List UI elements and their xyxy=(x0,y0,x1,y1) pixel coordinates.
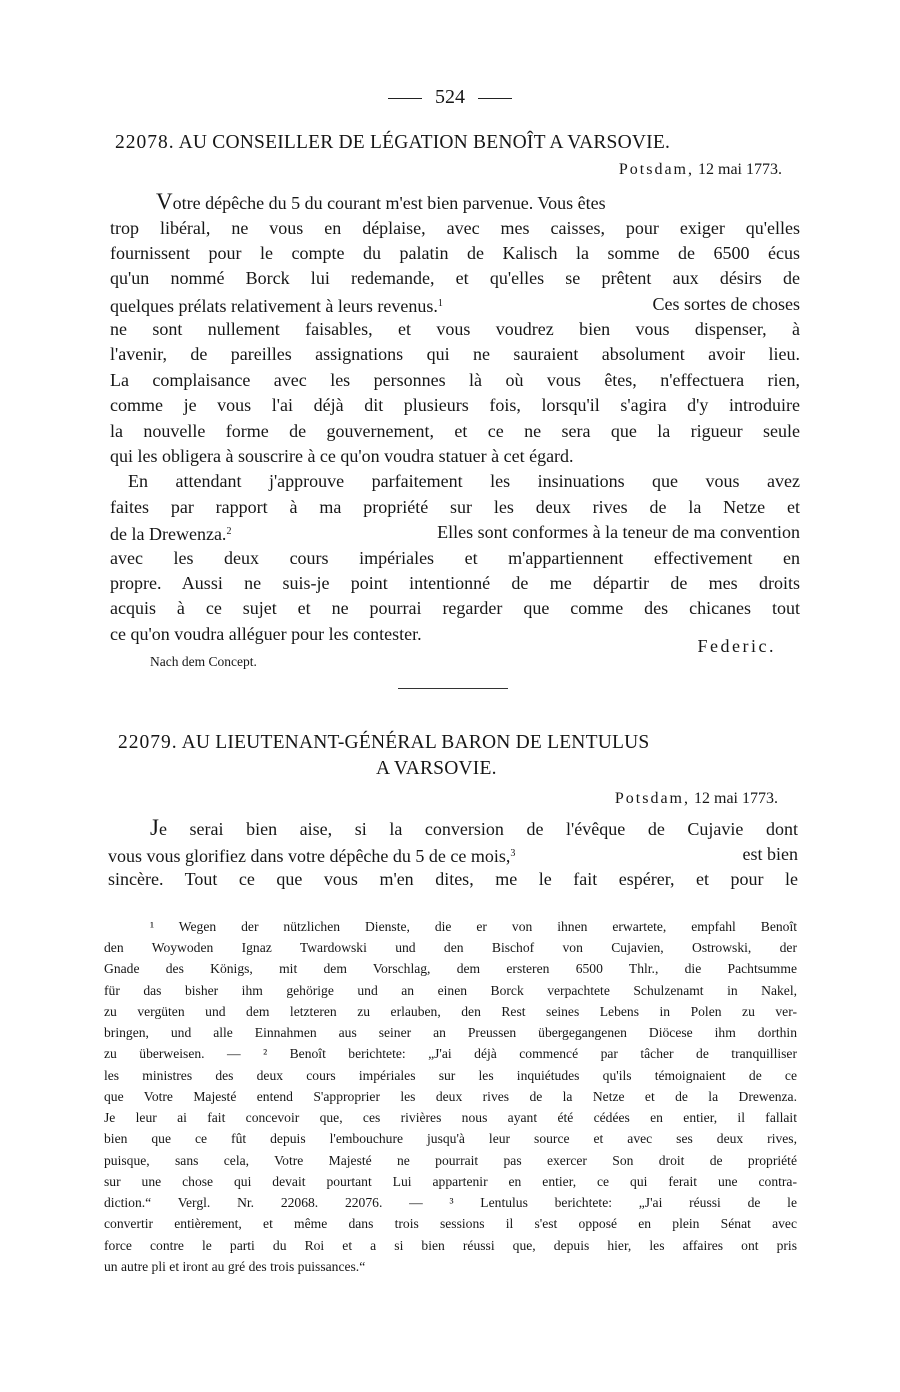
letter2-title-line1: AU LIEUTENANT-GÉNÉRAL BARON DE LENTULUS xyxy=(181,732,650,753)
letter1-line-18: ce qu'on voudra alléguer pour les contester. xyxy=(110,624,422,644)
letter1-line-8: La complaisance avec les personnes là où vous êtes, n'effectuera rien, xyxy=(110,370,800,390)
letter1-line-5-tail: Ces sortes de choses xyxy=(652,294,800,314)
letter1-line-15: avec les deux cours impériales et m'appartiennent effectivement en xyxy=(110,548,800,568)
footnote-line-4: für das bisher ihm gehörige und an einen Borck verpachtete Schulzenamt in Nakel, xyxy=(104,983,797,998)
footnote-line-5: zu vergüten und dem letzteren zu erlauben, den Rest seines Lebens in Polen zu ver- xyxy=(104,1004,797,1019)
letter1-line-16: propre. Aussi ne suis-je point intentionné de me départir de mes droits xyxy=(110,573,800,593)
letter2-dateline-place: Potsdam, xyxy=(614,790,690,807)
letter2-line-3: sincère. Tout ce que vous m'en dites, me le fait espérer, et pour le xyxy=(108,869,798,889)
letter1-line-12: En attendant j'approuve parfaitement les insinuations que vous avez xyxy=(128,471,800,491)
footnote-line-8: les ministres des deux cours impériales sur les inquiétudes qu'ils témoignaient de ce xyxy=(104,1068,797,1083)
letter1-line-13: faites par rapport à ma propriété sur les deux rives de la Netze et xyxy=(110,497,800,517)
footnote-line-13: sur une chose qui devait pourtant Lui appartenir en entier, ce qui ferait une contra- xyxy=(104,1174,797,1189)
footnote-line-12: puisque, sans cela, Votre Majesté ne pourrait pas exercer Son droit de propriété xyxy=(104,1153,797,1168)
letter1-line-7: l'avenir, de pareilles assignations qui ne sauraient absolument avoir lieu. xyxy=(110,344,800,364)
letter2-dropcap: J xyxy=(150,815,159,840)
letter2-title-line2: A VARSOVIE. xyxy=(376,758,497,779)
letter1-line-1: Votre dépêche du 5 du courant m'est bien parvenue. Vous êtes xyxy=(156,189,606,214)
page-number xyxy=(0,86,900,109)
letter1-line-4: qu'un nommé Borck lui redemande, et qu'elles se prêtent aux désirs de xyxy=(110,268,800,288)
letter1-dateline-date: 12 mai 1773. xyxy=(698,161,782,178)
footnote-line-15: convertir entièrement, et même dans trois sessions il s'est opposé en plein Sénat avec xyxy=(104,1216,797,1231)
letter1-heading xyxy=(115,132,670,154)
footnote-line-16: force contre le parti du Roi et a si bien réussi que, depuis hier, les affaires ont pris xyxy=(104,1238,797,1253)
footnote-line-6: bringen, und alle Einnahmen aus seiner an Preussen übergegangenen Diöcese ihm dorthin xyxy=(104,1025,797,1040)
footnote-line-3: Gnade des Königs, mit dem Vorschlag, dem ersteren 6500 Thlr., die Pachtsumme xyxy=(104,961,797,976)
footnote-line-11: bien que ce fût depuis l'embouchure jusqu'à leur source et avec ses deux rives, xyxy=(104,1131,797,1146)
letter1-line-6: ne sont nullement faisables, et vous voudrez bien vous dispenser, à xyxy=(110,319,800,339)
footnote-line-2: den Woywoden Ignaz Twardowski und den Bischof von Cujavien, Ostrowski, der xyxy=(104,940,797,955)
letter2-heading xyxy=(118,732,649,754)
letter1-title: AU CONSEILLER DE LÉGATION BENOÎT A VARSOVIE. xyxy=(178,132,671,153)
letter2-line-1: Je serai bien aise, si la conversion de l'évêque de Cujavie dont xyxy=(150,815,798,840)
page-number-text: 524 xyxy=(435,86,465,108)
letter1-line-14-tail: Elles sont conformes à la teneur de ma convention xyxy=(437,522,800,542)
section-divider xyxy=(398,688,508,689)
letter2-line-2-tail: est bien xyxy=(742,844,798,864)
letter1-line-14: de la Drewenza.$^2$ Elles sont conformes à la teneur de ma convention xyxy=(110,522,800,544)
footnote-line-10: Je leur ai fait concevoir que, ces rivières nous ayant été cédées en entier, il fallait xyxy=(104,1110,797,1125)
footnote-line-7: zu überweisen. — ² Benoît berichtete: „J'ai déjà commencé par tâcher de tranquilliser xyxy=(104,1046,797,1061)
letter1-dateline-place: Potsdam, xyxy=(618,161,694,178)
letter2-dateline-date: 12 mai 1773. xyxy=(694,790,778,807)
footnote-mark-1: 1 xyxy=(437,298,443,309)
letter1-dropcap: V xyxy=(156,189,173,214)
letter1-line-10: la nouvelle forme de gouvernement, et ce ne sera que la rigueur seule xyxy=(110,421,800,441)
letter1-line-17: acquis à ce sujet et ne pourrai regarder que comme des chicanes tout xyxy=(110,598,800,618)
letter1-line-11: qui les obligera à souscrire à ce qu'on voudra statuer à cet égard. xyxy=(110,446,574,466)
letter1-line-2: trop libéral, ne vous en déplaise, avec mes caisses, pour exiger qu'elles xyxy=(110,218,800,238)
letter1-source-note: Nach dem Concept. xyxy=(150,654,257,669)
page-number-dash-left xyxy=(388,98,422,99)
footnote-mark-3: 3 xyxy=(510,848,516,859)
letter1-dateline xyxy=(619,161,782,179)
letter1-signature: Federic. xyxy=(697,636,776,656)
footnote-line-17: un autre pli et iront au gré des trois puissances.“ xyxy=(104,1259,366,1274)
page-number-dash-right xyxy=(478,98,512,99)
letter2-number: 22079. xyxy=(118,732,178,753)
letter2-line-2: vous vous glorifiez dans votre dépêche du 5 de ce mois,$^3$ est bien xyxy=(108,844,798,866)
letter1-number: 22078. xyxy=(115,132,175,153)
footnote-line-1: ¹ Wegen der nützlichen Dienste, die er von ihnen erwartete, empfahl Benoît xyxy=(150,919,797,934)
footnote-mark-2: 2 xyxy=(226,526,232,537)
letter2-dateline xyxy=(615,790,778,808)
footnote-line-14: diction.“ Vergl. Nr. 22068. 22076. — ³ Lentulus berichtete: „J'ai réussi de le xyxy=(104,1195,797,1210)
footnote-line-9: que Votre Majesté entend S'approprier les deux rives de la Netze et de la Drewenza. xyxy=(104,1089,797,1104)
letter1-line-9: comme je vous l'ai déjà dit plusieurs fois, lorsqu'il s'agira d'y introduire xyxy=(110,395,800,415)
letter1-line-3: fournissent pour le compte du palatin de Kalisch la somme de 6500 écus xyxy=(110,243,800,263)
letter1-line-5: quelques prélats relativement à leurs revenus.$^1$ Ces sortes de choses xyxy=(110,294,800,316)
